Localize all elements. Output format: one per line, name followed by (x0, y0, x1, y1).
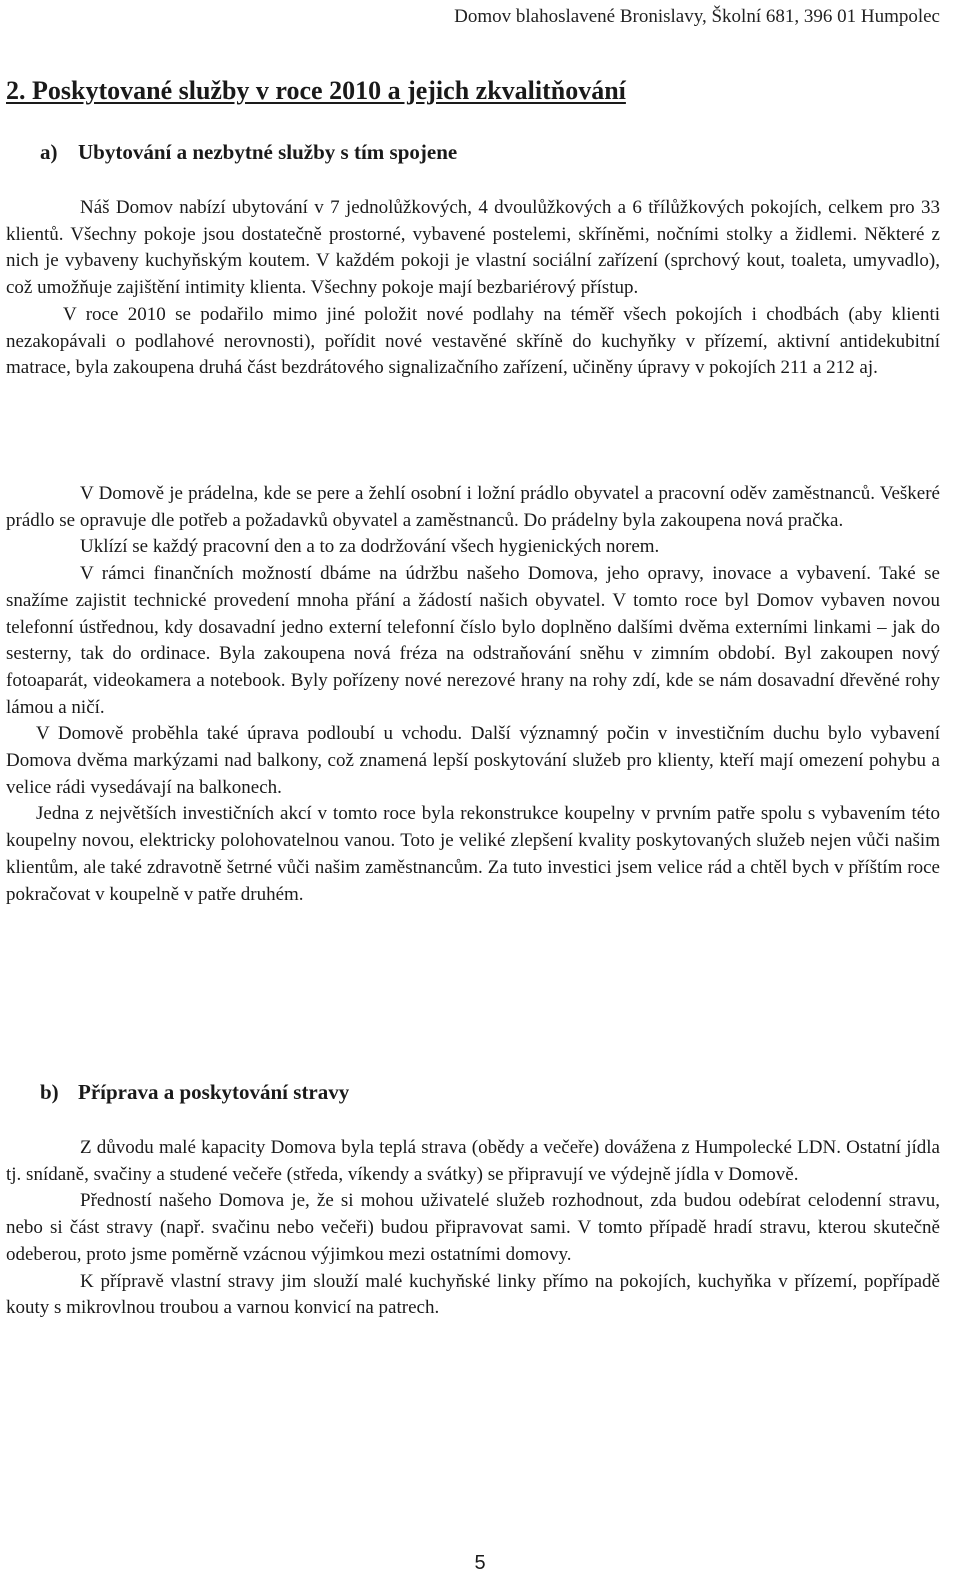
paragraph: Uklízí se každý pracovní den a to za dodržování všech hygienických norem. (80, 536, 660, 558)
paragraph: V Domově je prádelna, kde se pere a žehlí osobní i ložní prádlo obyvatel a pracovní oděv zaměstnanců. Veškeré prádlo se opravuje dle potřeb a požadavků obyvatel a zaměstnanců. Do prádelny byla zakoupena nová pračka. (6, 483, 940, 531)
section-b-label: b) (40, 1080, 59, 1104)
page-number: 5 (474, 1552, 486, 1574)
section-a-body (6, 195, 940, 382)
section-a-heading (40, 139, 457, 165)
running-header: Domov blahoslavené Bronislavy, Školní 681, 396 01 Humpolec (454, 6, 940, 27)
paragraph: K přípravě vlastní stravy jim slouží malé kuchyňské linky přímo na pokojích, kuchyňka v přízemí, popřípadě kouty s mikrovlnou troubou a varnou konvicí na patrech. (6, 1270, 940, 1319)
section-a-label: a) (40, 140, 58, 164)
section-a-title: Ubytování a nezbytné služby s tím spojene (78, 140, 458, 164)
paragraph: Náš Domov nabízí ubytování v 7 jednolůžkových, 4 dvoulůžkových a 6 třílůžkových pokojích, celkem pro 33 klientů. Všechny pokoje jsou dostatečně prostorné, vybavené postelemi, skříněmi, nočními stolky a židlemi. Některé z nich je vybaveny kuchyňským koutem. V každém pokoji je vlastní sociální zařízení (sprchový kout, toaleta, umyvadlo), což umožňuje zajištění intimity klienta. Všechny pokoje mají bezbariérový přístup. (6, 197, 940, 299)
chapter-title: 2. Poskytované služby v roce 2010 a jejich zkvalitňování (6, 76, 626, 105)
paragraph: V roce 2010 se podařilo mimo jiné položit nové podlahy na téměř všech pokojích i chodbách (aby klienti nezakopávali o podlahové nerovnosti), pořídit nové vestavěné skříně do kuchyňky v přízemí, aktivní antidekubitní matrace, byla zakoupena druhá část bezdrátového signalizačního zařízení, učiněny úpravy v pokojích 211 a 212 aj. (6, 303, 940, 379)
section-b-heading (40, 1079, 349, 1105)
section-a-body-continued (6, 481, 940, 908)
paragraph: V rámci finančních možností dbáme na údržbu našeho Domova, jeho opravy, inovace a vybavení. Také se snažíme zajistit technické provedení mnoha přání a žádostí našich obyvatel. V tomto roce byl Domov vybaven novou telefonní ústřednou, kdy dosavadní jedno externí telefonní číslo bylo doplněno dalšími dvěma externími linkami – jak do sesterny, tak do ordinace. Byla zakoupena nová fréza na odstraňování sněhu v zimním období. Byl zakoupen nový fotoaparát, videokamera a notebook. Byly pořízeny nové nerezové hrany na rohy zdí, kde se nám dosavadní dřevěné rohy lámou a ničí. (6, 563, 940, 718)
paragraph: V Domově proběhla také úprava podloubí u vchodu. Další významný počin v investičním duchu bylo vybavení Domova dvěma markýzami nad balkony, což znamená lepší poskytování služeb pro klienty, kteří mají omezení pohybu a velice rádi vysedávají na balkonech. (6, 723, 940, 798)
section-b-title: Příprava a poskytování stravy (78, 1080, 350, 1104)
section-b-body (6, 1135, 940, 1322)
paragraph: Jedna z největších investičních akcí v tomto roce byla rekonstrukce koupelny v prvním patře spolu s vybavením této koupelny novou, elektricky polohovatelnou vanou. Toto je veliké zlepšení kvality poskytovaných služeb nejen vůči našim klientům, ale také zdravotně šetrné vůči našim zaměstnancům. Za tuto investici jsem velice rád a chtěl bych v příštím roce pokračovat v koupelně v patře druhém. (6, 803, 940, 905)
paragraph: Z důvodu malé kapacity Domova byla teplá strava (obědy a večeře) dovážena z Humpolecké LDN. Ostatní jídla tj. snídaně, svačiny a studené večeře (středa, víkendy a svátky) se připravují ve výdejně jídla v Domově. (6, 1137, 940, 1185)
paragraph: Předností našeho Domova je, že si mohou uživatelé služeb rozhodnout, zda budou odebírat celodenní stravu, nebo si část stravy (např. svačinu nebo večeři) budou připravovat sami. V tomto případě hradí stravu, kterou skutečně odeberou, proto jsme poměrně vzácnou výjimkou mezi ostatními domovy. (6, 1190, 940, 1265)
